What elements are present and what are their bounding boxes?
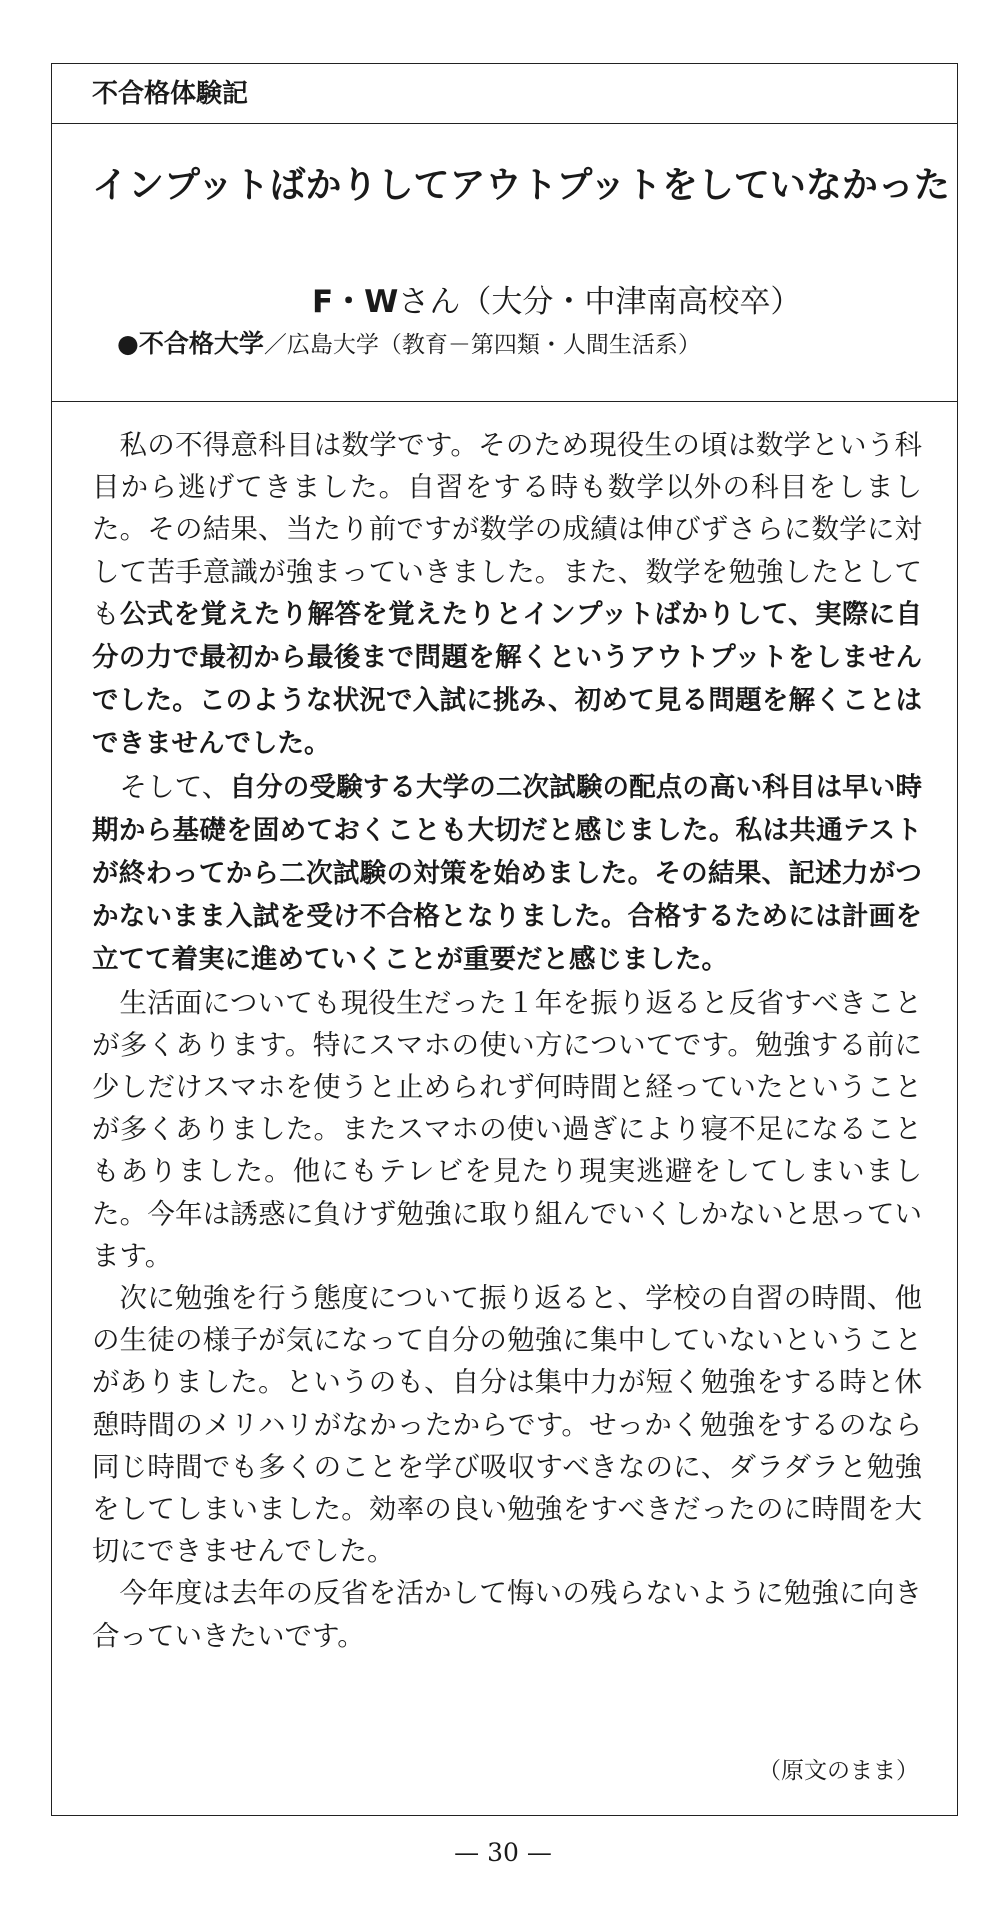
body-paragraph (92, 982, 922, 1277)
article-header (52, 124, 957, 402)
body-paragraph (92, 424, 922, 766)
body-paragraph (92, 1277, 922, 1572)
body-text: 今年度は去年の反省を活かして悔いの残らないように勉強に向き合っていきたいです。 (92, 1577, 922, 1652)
original-text-note: （原文のまま） (758, 1758, 919, 1784)
emphasized-text: 自分の受験する大学の二次試験の配点の高い科目は早い時期から基礎を固めておくことも大切だと感じました。私は共通テストが終わってから二次試験の対策を始めました。その結果、記述力がつかないまま入試を受け不合格となりました。合格するためには計画を立てて着実に進めていくことが重要だと感じました。 (92, 771, 923, 976)
body-text: 私の不得意科目は数学です。そのため現役生の頃は数学という科目から逃げてきました。自習をする時も数学以外の科目をしました。その結果、当たり前ですが数学の成績は伸びずさらに数学に対して苦手意識が強まっていきました。また、数学を勉強したとしても (92, 429, 922, 630)
author-line (312, 282, 801, 322)
page-number: — 30 — (454, 1838, 552, 1867)
article-frame (51, 63, 958, 1816)
failed-university-line (117, 328, 701, 361)
body-paragraph (92, 766, 922, 982)
body-paragraph (92, 1572, 922, 1656)
emphasized-text: 公式を覚えたり解答を覚えたりとインプットばかりして、実際に自分の力で最初から最後まで問題を解くというアウトプットをしませんでした。このような状況で入試に挑み、初めて見る問題を解くことはできませんでした。 (92, 598, 923, 760)
article-title: インプットばかりしてアウトプットをしていなかった (92, 165, 950, 206)
failed-university-label: ●不合格大学 (117, 329, 264, 358)
section-label: 不合格体験記 (52, 64, 957, 124)
author-school: さん（大分・中津南高校卒） (398, 284, 802, 320)
author-initials: F・W (312, 284, 399, 320)
failed-university-value: ／広島大学（教育－第四類・人間生活系） (263, 332, 701, 358)
article-body (92, 424, 922, 1657)
body-text: 次に勉強を行う態度について振り返ると、学校の自習の時間、他の生徒の様子が気になって自分の勉強に集中していないということがありました。というのも、自分は集中力が短く勉強をする時と休憩時間のメリハリがなかったからです。せっかく勉強をするのなら同じ時間でも多くのことを学び吸収すべきなのに、ダラダラと勉強をしてしまいました。効率の良い勉強をすべきだったのに時間を大切にできませんでした。 (92, 1282, 922, 1568)
body-text: そして、 (119, 770, 230, 803)
body-text: 生活面についても現役生だった１年を振り返ると反省すべきことが多くあります。特にスマホの使い方についてです。勉強する前に少しだけスマホを使うと止められず何時間と経っていたということが多くありました。またスマホの使い過ぎにより寝不足になることもありました。他にもテレビを見たり現実逃避をしてしまいました。今年は誘惑に負けず勉強に取り組んでいくしかないと思っています。 (92, 986, 922, 1272)
